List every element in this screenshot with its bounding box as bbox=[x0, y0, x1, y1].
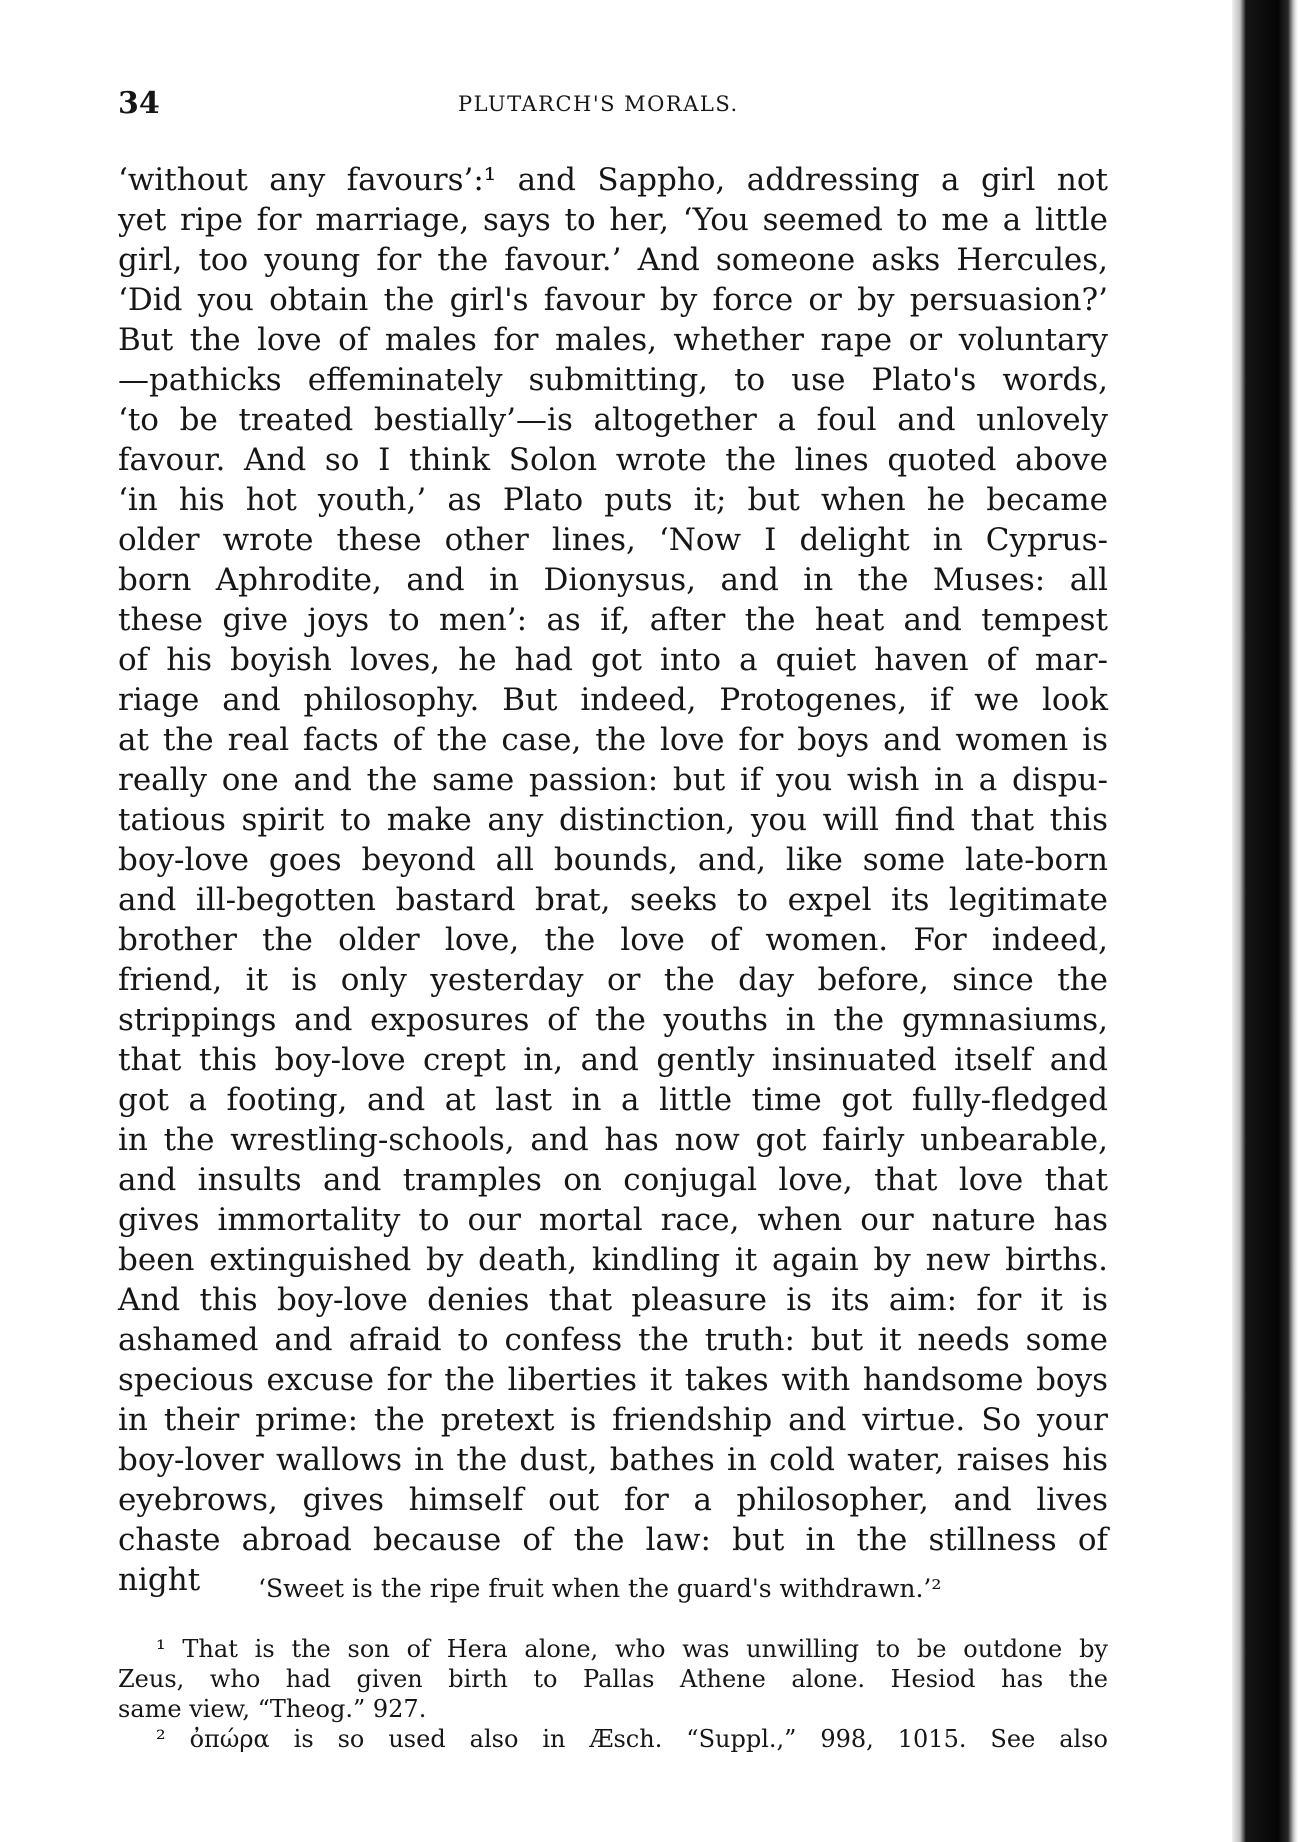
text-line: these give joys to men’: as if, after the heat and tempest bbox=[118, 602, 1108, 638]
body-text bbox=[118, 160, 1108, 1600]
text-line: ‘Did you obtain the girl's favour by force or by persuasion?’ bbox=[118, 282, 1108, 318]
text-line: and ill-begotten bastard brat, seeks to expel its legitimate bbox=[118, 882, 1108, 918]
text-line: —pathicks effeminately submitting, to use Plato's words, bbox=[118, 362, 1108, 398]
text-line: specious excuse for the liberties it takes with handsome boys bbox=[118, 1362, 1108, 1398]
text-line: born Aphrodite, and in Dionysus, and in the Muses: all bbox=[118, 562, 1108, 598]
page-edge-shadow bbox=[1232, 0, 1298, 1842]
text-line: gives immortality to our mortal race, when our nature has bbox=[118, 1202, 1108, 1238]
footnote-line: ² ὀπώρα is so used also in Æsch. “Suppl.,” 998, 1015. See also bbox=[156, 1725, 1108, 1753]
text-line: girl, too young for the favour.’ And someone asks Hercules, bbox=[118, 242, 1108, 278]
text-line: brother the older love, the love of women. For indeed, bbox=[118, 922, 1108, 958]
text-line: chaste abroad because of the law: but in the stillness of bbox=[118, 1522, 1108, 1558]
page-header bbox=[118, 86, 1108, 126]
text-line: tatious spirit to make any distinction, you will find that this bbox=[118, 802, 1108, 838]
text-line: been extinguished by death, kindling it again by new births. bbox=[118, 1242, 1108, 1278]
text-line: ashamed and afraid to confess the truth: but it needs some bbox=[118, 1322, 1108, 1358]
text-line: boy-lover wallows in the dust, bathes in cold water, raises his bbox=[118, 1442, 1108, 1478]
text-line: in their prime: the pretext is friendship and virtue. So your bbox=[118, 1402, 1108, 1438]
text-line: boy-love goes beyond all bounds, and, like some late-born bbox=[118, 842, 1108, 878]
text-line: in the wrestling-schools, and has now got fairly unbearable, bbox=[118, 1122, 1108, 1158]
text-line: favour. And so I think Solon wrote the lines quoted above bbox=[118, 442, 1108, 478]
text-line: night bbox=[118, 1562, 201, 1598]
text-line: strippings and exposures of the youths in the gymnasiums, bbox=[118, 1002, 1108, 1038]
text-line: of his boyish loves, he had got into a quiet haven of mar- bbox=[118, 642, 1108, 678]
text-line: really one and the same passion: but if you wish in a dispu- bbox=[118, 762, 1108, 798]
text-line: yet ripe for marriage, says to her, ‘You seemed to me a little bbox=[118, 202, 1108, 238]
text-line: And this boy-love denies that pleasure is its aim: for it is bbox=[118, 1282, 1108, 1318]
running-title: PLUTARCH'S MORALS. bbox=[458, 92, 739, 116]
text-line: eyebrows, gives himself out for a philosopher, and lives bbox=[118, 1482, 1108, 1518]
text-line: older wrote these other lines, ‘Now I delight in Cyprus- bbox=[118, 522, 1108, 558]
text-line: at the real facts of the case, the love for boys and women is bbox=[118, 722, 1108, 758]
footnote-line: same view, “Theog.” 927. bbox=[118, 1695, 427, 1723]
text-line: friend, it is only yesterday or the day before, since the bbox=[118, 962, 1108, 998]
text-line: riage and philosophy. But indeed, Protogenes, if we look bbox=[118, 682, 1108, 718]
text-line: But the love of males for males, whether rape or voluntary bbox=[118, 322, 1108, 358]
footnote-line: Zeus, who had given birth to Pallas Athene alone. Hesiod has the bbox=[118, 1665, 1108, 1693]
verse-quote: ‘Sweet is the ripe fruit when the guard's withdrawn.’² bbox=[258, 1574, 942, 1603]
text-line: got a footing, and at last in a little time got fully-fledged bbox=[118, 1082, 1108, 1118]
text-line: ‘in his hot youth,’ as Plato puts it; but when he became bbox=[118, 482, 1108, 518]
footnotes bbox=[118, 1634, 1108, 1754]
text-line: and insults and tramples on conjugal love, that love that bbox=[118, 1162, 1108, 1198]
text-line: ‘to be treated bestially’—is altogether a foul and unlovely bbox=[118, 402, 1108, 438]
page-number: 34 bbox=[118, 86, 160, 121]
footnote-line: ¹ That is the son of Hera alone, who was unwilling to be outdone by bbox=[156, 1635, 1108, 1663]
text-line: ‘without any favours’:¹ and Sappho, addressing a girl not bbox=[118, 162, 1108, 198]
text-line: that this boy-love crept in, and gently insinuated itself and bbox=[118, 1042, 1108, 1078]
